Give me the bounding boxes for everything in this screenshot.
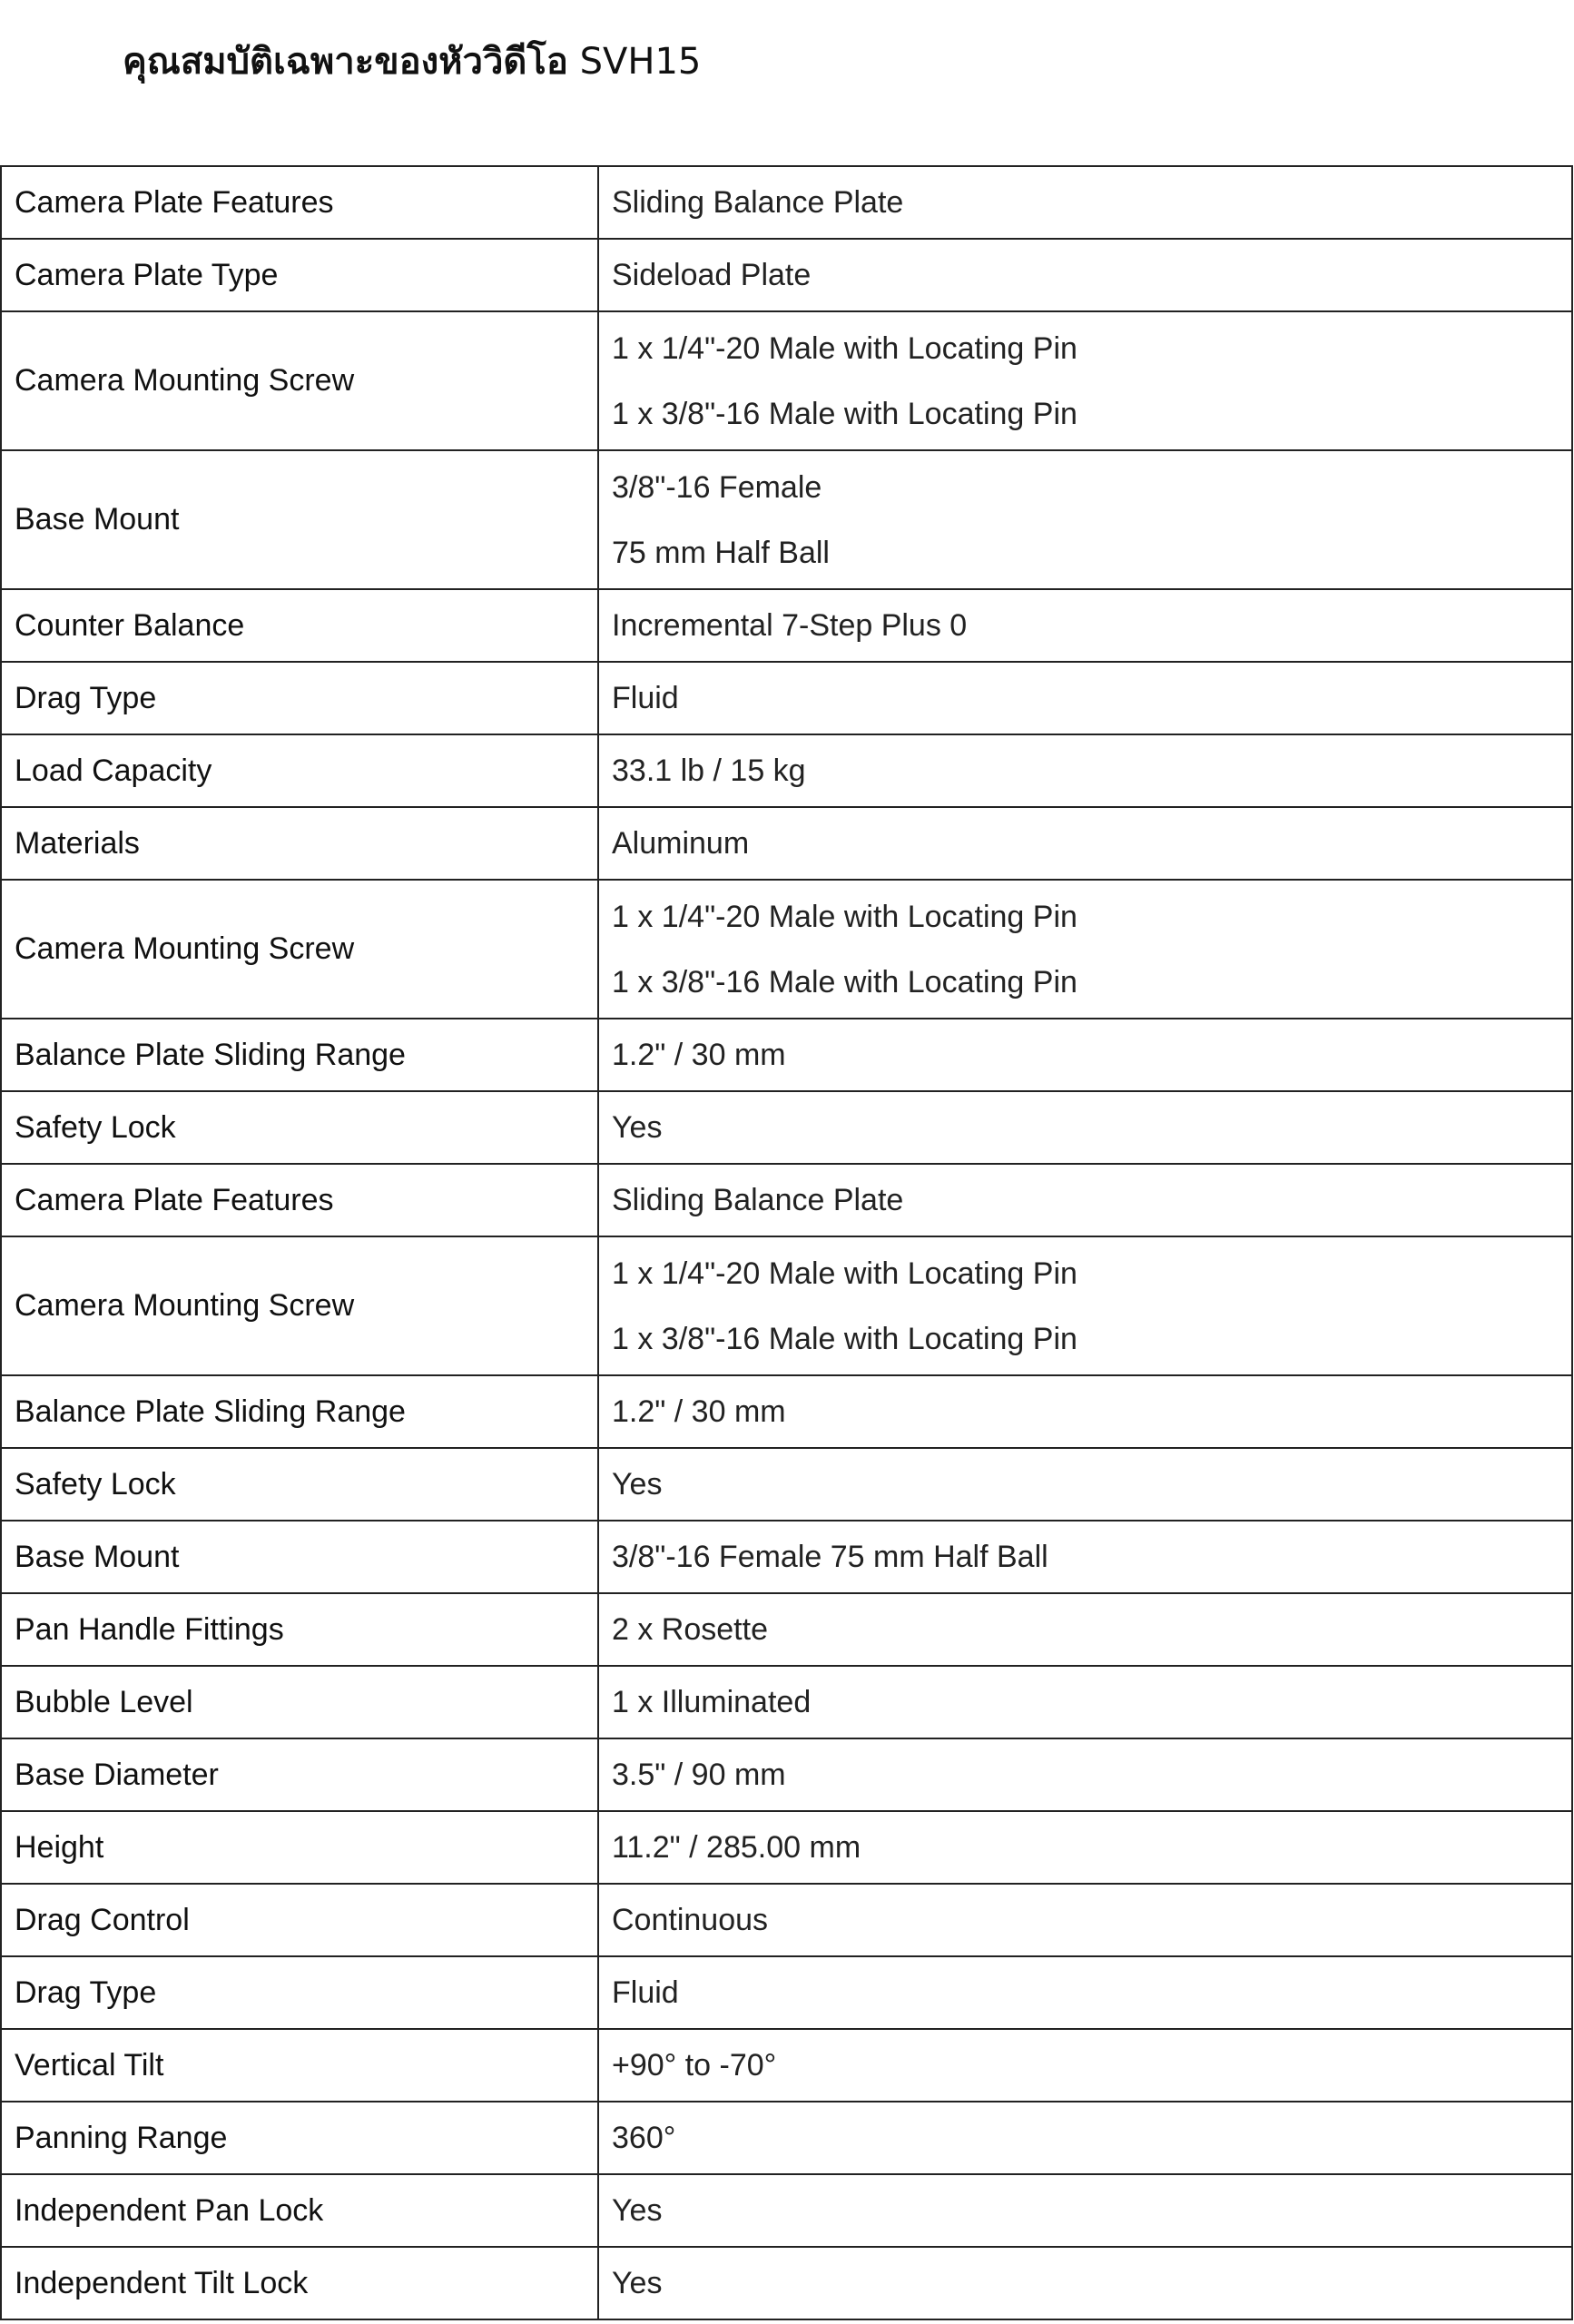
spec-label-cell xyxy=(1,1666,598,1738)
spec-row xyxy=(1,2102,1572,2174)
spec-label: Vertical Tilt xyxy=(15,2047,164,2083)
spec-value-cell xyxy=(598,589,1572,662)
spec-row xyxy=(1,1811,1572,1884)
spec-value-cell xyxy=(598,450,1572,589)
spec-value: 2 x Rosette xyxy=(612,1612,768,1647)
spec-value-cell xyxy=(598,734,1572,807)
spec-value-cell xyxy=(598,1521,1572,1593)
spec-value-cell xyxy=(598,1593,1572,1666)
spec-value-cell xyxy=(598,1666,1572,1738)
spec-row xyxy=(1,1236,1572,1375)
spec-label-cell xyxy=(1,1091,598,1164)
spec-label-cell xyxy=(1,2174,598,2247)
spec-value: Aluminum xyxy=(612,826,750,861)
spec-value-cell xyxy=(598,1448,1572,1521)
spec-label-cell xyxy=(1,1164,598,1236)
spec-value-cell xyxy=(598,1091,1572,1164)
spec-value: 1 x Illuminated xyxy=(612,1685,812,1719)
spec-value: 1 x 1/4"-20 Male with Locating Pin xyxy=(612,899,1077,934)
spec-value-cell xyxy=(598,1164,1572,1236)
spec-label: Drag Type xyxy=(15,1974,157,2010)
spec-label-cell xyxy=(1,1019,598,1091)
spec-label: Drag Type xyxy=(15,680,157,715)
spec-label: Materials xyxy=(15,825,140,861)
spec-value: Sideload Plate xyxy=(612,258,812,292)
spec-label-cell xyxy=(1,239,598,311)
spec-value-cell xyxy=(598,2247,1572,2319)
spec-value: Sliding Balance Plate xyxy=(612,185,904,220)
spec-row xyxy=(1,734,1572,807)
spec-label-cell xyxy=(1,1593,598,1666)
spec-row xyxy=(1,450,1572,589)
spec-row xyxy=(1,2174,1572,2247)
spec-value-cell xyxy=(598,1236,1572,1375)
spec-value: 3/8"-16 Female xyxy=(612,469,822,505)
spec-value: 360° xyxy=(612,2121,676,2155)
spec-value-cell xyxy=(598,166,1572,239)
spec-label-cell xyxy=(1,2029,598,2102)
spec-value-cell xyxy=(598,2102,1572,2174)
spec-label: Camera Mounting Screw xyxy=(15,1288,355,1323)
spec-value-cell xyxy=(598,1738,1572,1811)
spec-label: Independent Tilt Lock xyxy=(15,2265,309,2300)
spec-label: Counter Balance xyxy=(15,607,245,643)
spec-row xyxy=(1,807,1572,880)
spec-row xyxy=(1,1593,1572,1666)
spec-value-cell xyxy=(598,1956,1572,2029)
spec-label-cell xyxy=(1,450,598,589)
spec-row xyxy=(1,1019,1572,1091)
spec-label-cell xyxy=(1,1236,598,1375)
spec-value-cell xyxy=(598,1019,1572,1091)
spec-row xyxy=(1,1884,1572,1956)
spec-value: 1 x 1/4"-20 Male with Locating Pin xyxy=(612,330,1077,366)
spec-value: 11.2" / 285.00 mm xyxy=(612,1830,861,1865)
spec-value-cell xyxy=(598,239,1572,311)
spec-value-cell xyxy=(598,1811,1572,1884)
spec-label-cell xyxy=(1,1884,598,1956)
spec-label: Base Mount xyxy=(15,1539,180,1574)
spec-value-cell xyxy=(598,2174,1572,2247)
spec-label-cell xyxy=(1,166,598,239)
spec-value: Yes xyxy=(612,1110,663,1145)
spec-value-cell xyxy=(598,1884,1572,1956)
spec-label: Bubble Level xyxy=(15,1684,193,1719)
spec-label: Safety Lock xyxy=(15,1466,176,1502)
spec-value: 1 x 3/8"-16 Male with Locating Pin xyxy=(612,1321,1077,1356)
spec-row xyxy=(1,2247,1572,2319)
spec-value: Sliding Balance Plate xyxy=(612,1183,904,1217)
page-title-model: SVH15 xyxy=(579,41,702,83)
spec-table xyxy=(0,165,1573,2320)
spec-row xyxy=(1,1091,1572,1164)
spec-value: 1.2" / 30 mm xyxy=(612,1394,786,1429)
spec-label: Load Capacity xyxy=(15,753,212,788)
spec-label-cell xyxy=(1,311,598,450)
spec-label-cell xyxy=(1,2247,598,2319)
spec-label: Base Mount xyxy=(15,502,180,537)
spec-row xyxy=(1,166,1572,239)
spec-label-cell xyxy=(1,1521,598,1593)
spec-value: 1 x 1/4"-20 Male with Locating Pin xyxy=(612,1256,1077,1291)
spec-row xyxy=(1,239,1572,311)
spec-row xyxy=(1,1448,1572,1521)
spec-label-cell xyxy=(1,807,598,880)
spec-value: Yes xyxy=(612,2266,663,2300)
spec-label: Camera Plate Features xyxy=(15,184,334,220)
spec-row xyxy=(1,1956,1572,2029)
spec-value: +90° to -70° xyxy=(612,2048,777,2083)
spec-label-cell xyxy=(1,662,598,734)
page-title xyxy=(123,34,701,89)
spec-label-cell xyxy=(1,1448,598,1521)
spec-label-cell xyxy=(1,1375,598,1448)
page-title-thai: คุณสมบัติเฉพาะของหัววิดีโอ xyxy=(123,41,568,83)
spec-label-cell xyxy=(1,1956,598,2029)
spec-label: Camera Plate Type xyxy=(15,257,279,292)
spec-value: 3/8"-16 Female 75 mm Half Ball xyxy=(612,1540,1048,1574)
spec-label: Camera Mounting Screw xyxy=(15,931,355,966)
spec-label: Camera Plate Features xyxy=(15,1182,334,1217)
spec-label: Panning Range xyxy=(15,2120,228,2155)
spec-label: Drag Control xyxy=(15,1902,190,1937)
spec-label: Balance Plate Sliding Range xyxy=(15,1037,406,1072)
spec-value-cell xyxy=(598,311,1572,450)
spec-value-cell xyxy=(598,1375,1572,1448)
spec-label: Balance Plate Sliding Range xyxy=(15,1393,406,1429)
spec-label-cell xyxy=(1,2102,598,2174)
spec-value: Continuous xyxy=(612,1903,769,1937)
spec-value-cell xyxy=(598,880,1572,1019)
spec-value: Yes xyxy=(612,2193,663,2228)
spec-row xyxy=(1,1375,1572,1448)
spec-row xyxy=(1,1164,1572,1236)
spec-label-cell xyxy=(1,734,598,807)
spec-table-body xyxy=(1,166,1572,2319)
spec-value: 75 mm Half Ball xyxy=(612,535,830,570)
spec-label: Height xyxy=(15,1829,104,1865)
spec-label-cell xyxy=(1,1811,598,1884)
spec-value-cell xyxy=(598,807,1572,880)
spec-value: Yes xyxy=(612,1467,663,1502)
spec-row xyxy=(1,1738,1572,1811)
spec-value: 1 x 3/8"-16 Male with Locating Pin xyxy=(612,396,1077,431)
spec-row xyxy=(1,589,1572,662)
spec-label: Independent Pan Lock xyxy=(15,2192,324,2228)
spec-value: Fluid xyxy=(612,1975,679,2010)
spec-value-cell xyxy=(598,2029,1572,2102)
spec-label-cell xyxy=(1,880,598,1019)
spec-value: Fluid xyxy=(612,681,679,715)
spec-value-cell xyxy=(598,662,1572,734)
spec-row xyxy=(1,1521,1572,1593)
spec-row xyxy=(1,1666,1572,1738)
spec-label: Safety Lock xyxy=(15,1109,176,1145)
spec-row xyxy=(1,2029,1572,2102)
spec-row xyxy=(1,662,1572,734)
spec-value: 1 x 3/8"-16 Male with Locating Pin xyxy=(612,964,1077,1000)
spec-value: Incremental 7-Step Plus 0 xyxy=(612,608,968,643)
spec-label: Camera Mounting Screw xyxy=(15,363,355,398)
spec-value: 1.2" / 30 mm xyxy=(612,1038,786,1072)
spec-label-cell xyxy=(1,589,598,662)
spec-value: 3.5" / 90 mm xyxy=(612,1758,786,1792)
spec-row xyxy=(1,880,1572,1019)
spec-label: Pan Handle Fittings xyxy=(15,1611,284,1647)
spec-value: 33.1 lb / 15 kg xyxy=(612,753,806,788)
spec-label: Base Diameter xyxy=(15,1757,219,1792)
spec-row xyxy=(1,311,1572,450)
spec-label-cell xyxy=(1,1738,598,1811)
